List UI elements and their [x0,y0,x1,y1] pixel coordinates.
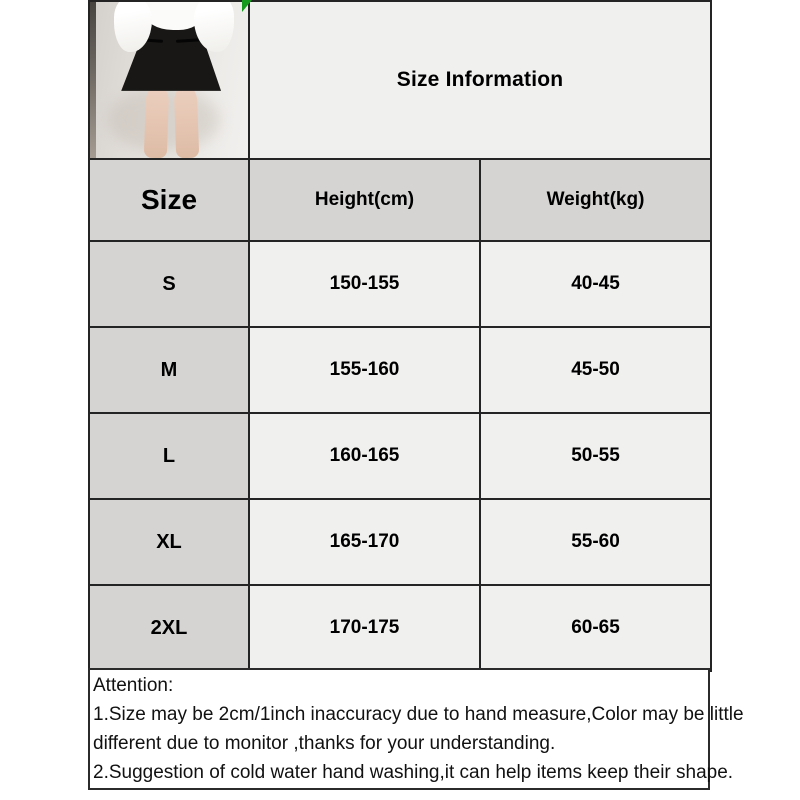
height-value: 160-165 [249,413,480,499]
column-header-height: Height(cm) [249,159,480,241]
height-value: 155-160 [249,327,480,413]
size-label: S [89,241,249,327]
table-top-row [89,1,711,159]
product-photo-cell [89,1,249,159]
table-row-s [89,241,711,327]
size-label: L [89,413,249,499]
size-label: XL [89,499,249,585]
model-right-leg [174,86,199,158]
weight-value: 60-65 [480,585,711,671]
attention-note-box [88,668,744,790]
height-value: 150-155 [249,241,480,327]
column-header-size: Size [89,159,249,241]
attention-line-1: 1.Size may be 2cm/1inch inaccuracy due to hand measure,Color may be little [93,704,744,725]
photo-frame-edge [90,2,96,158]
table-row-l [89,413,711,499]
column-header-weight: Weight(kg) [480,159,711,241]
table-row-xl [89,499,711,585]
product-photo [90,2,248,158]
weight-value: 55-60 [480,499,711,585]
height-value: 170-175 [249,585,480,671]
green-corner-triangle-icon [242,0,252,12]
table-row-m [89,327,711,413]
height-value: 165-170 [249,499,480,585]
weight-value: 50-55 [480,413,711,499]
model-left-leg [144,86,169,158]
weight-value: 45-50 [480,327,711,413]
attention-line-3: 2.Suggestion of cold water hand washing,it can help items keep their shape. [93,762,734,783]
title-cell [249,1,711,159]
size-information-table [88,0,712,672]
table-header-row [89,159,711,241]
page-title: Size Information [396,68,564,91]
table-row-2xl [89,585,711,671]
attention-line-2: different due to monitor ,thanks for your understanding. [93,733,556,754]
size-label: 2XL [89,585,249,671]
attention-heading: Attention: [93,675,174,696]
weight-value: 40-45 [480,241,711,327]
size-label: M [89,327,249,413]
